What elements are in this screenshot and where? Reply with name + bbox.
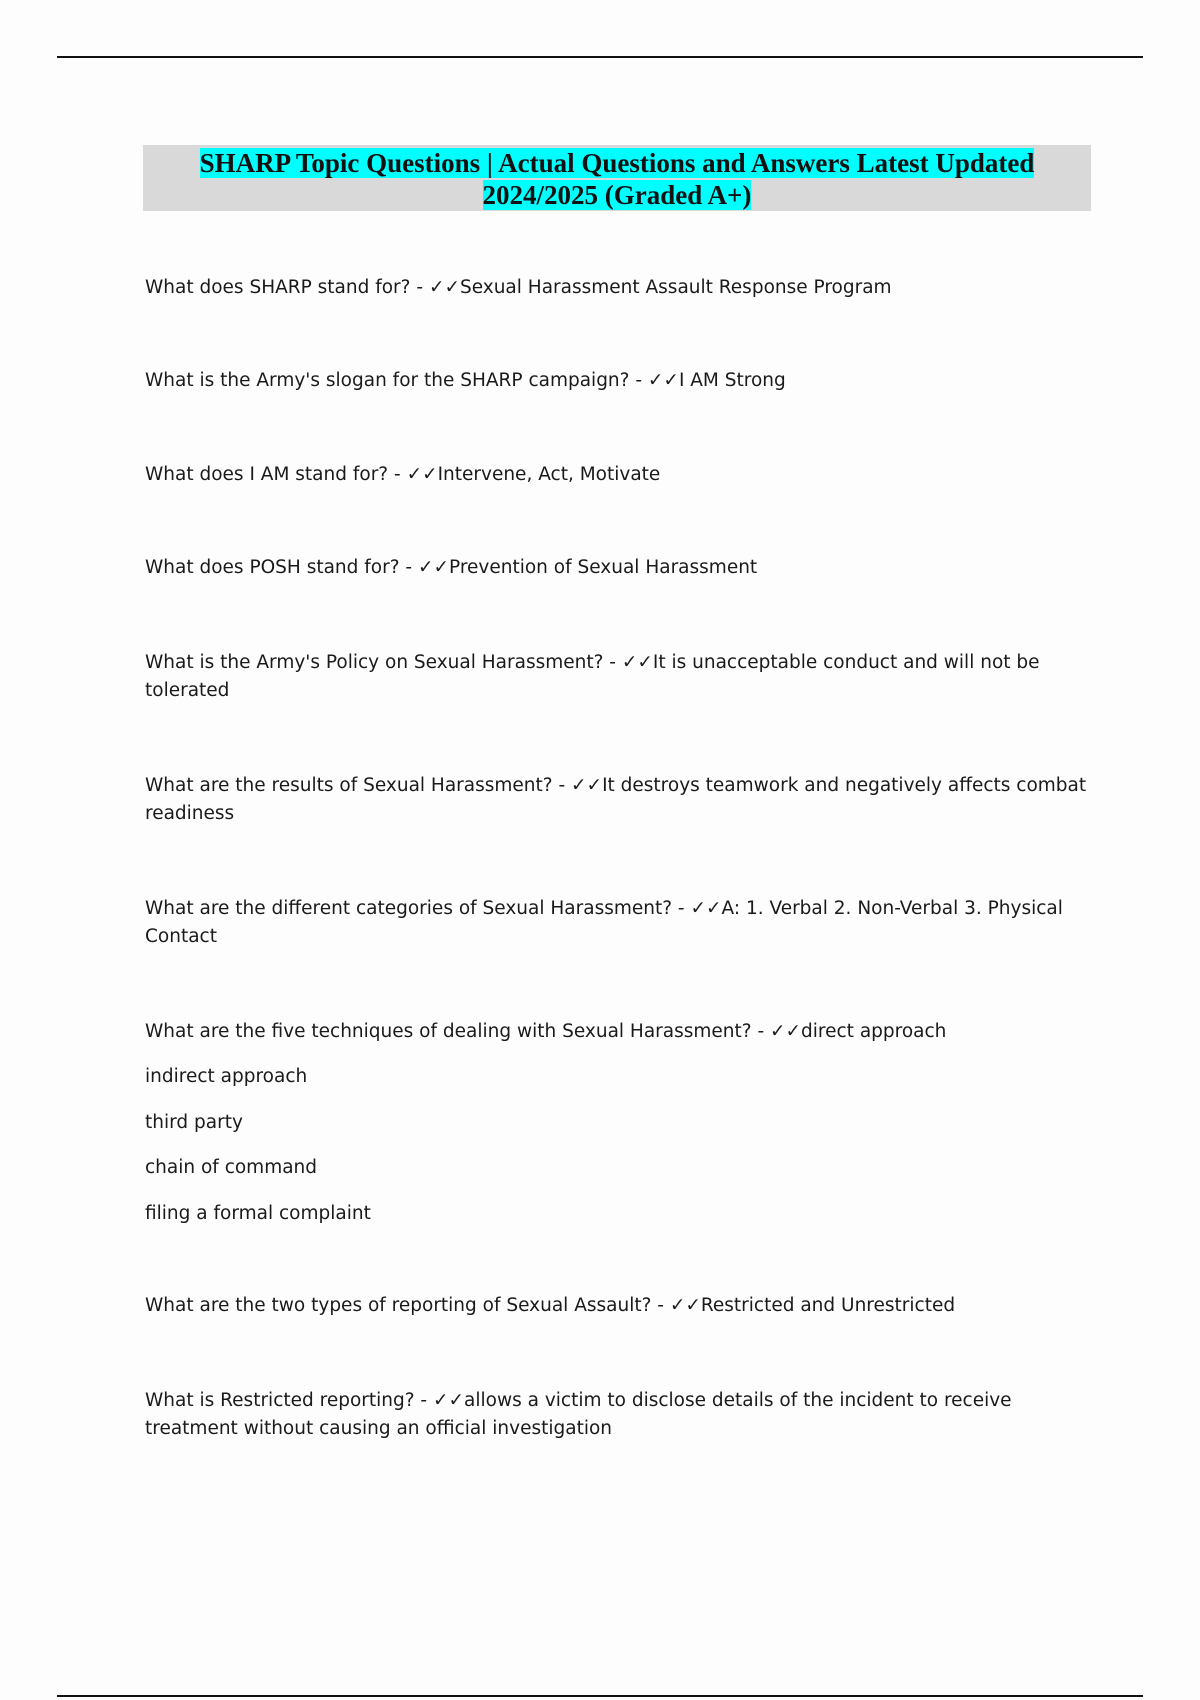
double-check-icon: ✓✓ [417,557,449,578]
top-rule [57,56,1143,58]
technique-line: filing a formal complaint [145,1203,371,1224]
technique-line: chain of command [145,1157,318,1178]
double-check-icon: ✓✓ [647,370,679,391]
qa-item [145,461,1090,489]
qa-item [145,1018,1090,1046]
double-check-icon: ✓✓ [669,1295,701,1316]
answer-text: It is unacceptable conduct and will not be tolerated [145,652,1040,701]
answer-text: direct approach [801,1021,947,1042]
question-text: What are the five techniques of dealing with Sexual Harassment? - [145,1021,771,1042]
double-check-icon: ✓✓ [770,1021,802,1042]
qa-item [145,274,1090,302]
technique-line: indirect approach [145,1066,308,1087]
question-text: What are the different categories of Sexual Harassment? - [145,898,691,919]
question-text: What is Restricted reporting? - [145,1390,433,1411]
technique-line: third party [145,1112,243,1133]
qa-item [145,367,1090,395]
document-title [143,145,1091,211]
answer-text: A: 1. Verbal 2. Non-Verbal 3. Physical Contact [145,898,1063,947]
qa-item [145,554,1090,582]
answer-text: Sexual Harassment Assault Response Program [459,277,892,298]
double-check-icon: ✓✓ [428,277,460,298]
answer-text: Intervene, Act, Motivate [437,464,661,485]
question-text: What does I AM stand for? - [145,464,407,485]
double-check-icon: ✓✓ [433,1390,465,1411]
qa-item [145,772,1090,828]
question-text: What are the results of Sexual Harassment? - [145,775,572,796]
qa-item [145,649,1090,705]
double-check-icon: ✓✓ [571,775,603,796]
double-check-icon: ✓✓ [690,898,722,919]
title-line-1: SHARP Topic Questions | Actual Questions and Answers Latest Updated [199,148,1035,178]
answer-text: Prevention of Sexual Harassment [449,557,758,578]
question-text: What are the two types of reporting of Sexual Assault? - [145,1295,670,1316]
double-check-icon: ✓✓ [406,464,438,485]
qa-item [145,895,1090,951]
answer-text: It destroys teamwork and negatively affects combat readiness [145,775,1087,824]
double-check-icon: ✓✓ [621,652,653,673]
bottom-rule [57,1695,1143,1697]
qa-item [145,1292,1090,1320]
title-line-2: 2024/2025 (Graded A+) [482,180,752,210]
answer-text: allows a victim to disclose details of the incident to receive treatment without causing an official investigation [145,1390,1012,1439]
question-text: What is the Army's Policy on Sexual Harassment? - [145,652,622,673]
qa-item [145,1387,1090,1443]
answer-text: Restricted and Unrestricted [700,1295,956,1316]
answer-text: I AM Strong [678,370,786,391]
question-text: What is the Army's slogan for the SHARP campaign? - [145,370,648,391]
question-text: What does POSH stand for? - [145,557,418,578]
question-text: What does SHARP stand for? - [145,277,429,298]
